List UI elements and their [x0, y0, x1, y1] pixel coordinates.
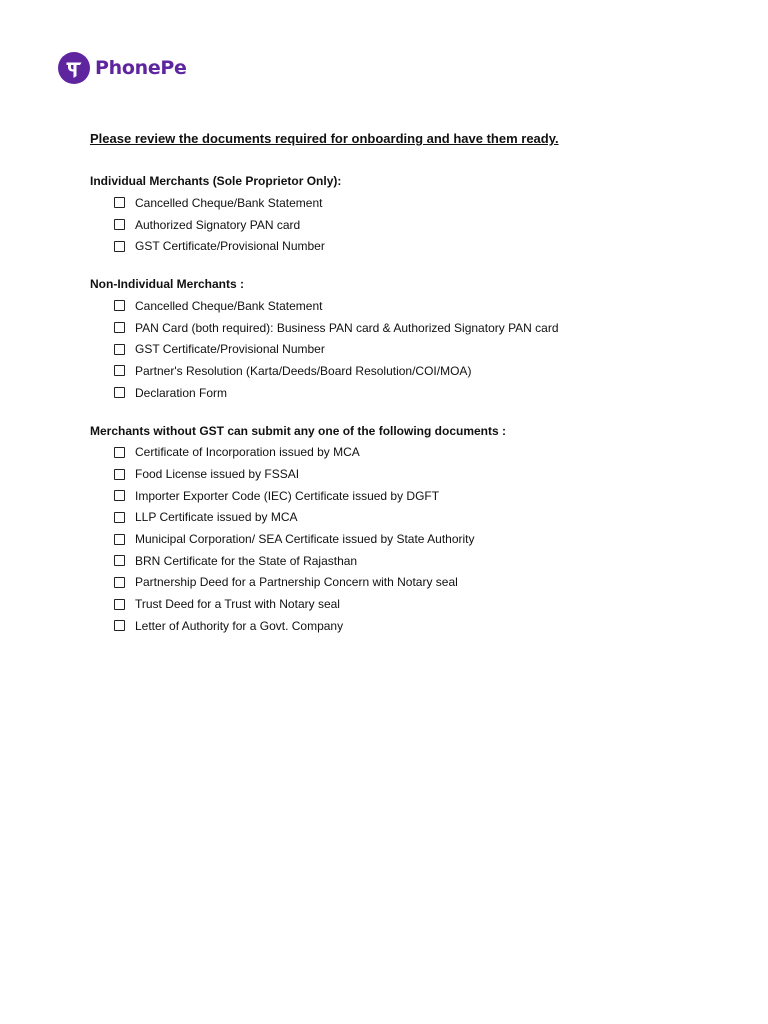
checklist-item-label: PAN Card (both required): Business PAN card & Authorized Signatory PAN card — [135, 320, 559, 335]
checklist-item — [114, 317, 730, 339]
document-section — [90, 172, 730, 257]
checklist-item-label: Municipal Corporation/ SEA Certificate issued by State Authority — [135, 532, 475, 547]
document-section — [90, 422, 730, 637]
section-title: Non-Individual Merchants : — [90, 277, 245, 292]
document-section — [90, 275, 730, 403]
checklist-item — [114, 593, 730, 615]
checklist-item-label: Authorized Signatory PAN card — [135, 217, 301, 232]
document-body — [90, 130, 730, 655]
checkbox[interactable] — [114, 365, 125, 376]
checkbox[interactable] — [114, 447, 125, 458]
checklist-item-label: Declaration Form — [135, 385, 228, 400]
phonepe-logo-icon — [58, 52, 90, 84]
checklist-item — [114, 485, 730, 507]
checkbox[interactable] — [114, 344, 125, 355]
checkbox[interactable] — [114, 322, 125, 333]
checklist-item — [114, 528, 730, 550]
checklist-item — [114, 295, 730, 317]
document-checklist — [90, 192, 730, 257]
checklist-item-label: GST Certificate/Provisional Number — [135, 239, 325, 254]
brand-name: PhonePe — [95, 57, 187, 79]
sections-container — [90, 172, 730, 637]
checkbox[interactable] — [114, 219, 125, 230]
checkbox[interactable] — [114, 241, 125, 252]
checklist-item — [114, 192, 730, 214]
checklist-item — [114, 615, 730, 637]
page-heading: Please review the documents required for onboarding and have them ready. — [90, 131, 559, 146]
checklist-item-label: GST Certificate/Provisional Number — [135, 342, 325, 357]
checkbox[interactable] — [114, 197, 125, 208]
checklist-item-label: Partner's Resolution (Karta/Deeds/Board Resolution/COI/MOA) — [135, 363, 472, 378]
checkbox[interactable] — [114, 469, 125, 480]
checklist-item-label: Certificate of Incorporation issued by MCA — [135, 445, 360, 460]
checklist-item — [114, 235, 730, 257]
checkbox[interactable] — [114, 534, 125, 545]
checklist-item — [114, 442, 730, 464]
document-checklist — [90, 442, 730, 637]
checklist-item — [114, 360, 730, 382]
checklist-item-label: Food License issued by FSSAI — [135, 467, 300, 482]
checklist-item-label: Importer Exporter Code (IEC) Certificate issued by DGFT — [135, 488, 440, 503]
checkbox[interactable] — [114, 577, 125, 588]
checklist-item — [114, 338, 730, 360]
checklist-item-label: BRN Certificate for the State of Rajasthan — [135, 553, 358, 568]
checkbox[interactable] — [114, 620, 125, 631]
checklist-item — [114, 214, 730, 236]
checkbox[interactable] — [114, 555, 125, 566]
checklist-item-label: LLP Certificate issued by MCA — [135, 510, 298, 525]
section-title: Merchants without GST can submit any one of the following documents : — [90, 423, 507, 438]
checklist-item — [114, 382, 730, 404]
document-checklist — [90, 295, 730, 403]
checkbox[interactable] — [114, 599, 125, 610]
checklist-item — [114, 550, 730, 572]
checklist-item-label: Cancelled Cheque/Bank Statement — [135, 298, 323, 313]
checklist-item-label: Trust Deed for a Trust with Notary seal — [135, 597, 340, 612]
phonepe-logo — [58, 52, 187, 84]
checklist-item-label: Letter of Authority for a Govt. Company — [135, 618, 344, 633]
checklist-item — [114, 463, 730, 485]
checklist-item — [114, 507, 730, 529]
checkbox[interactable] — [114, 512, 125, 523]
checklist-item-label: Cancelled Cheque/Bank Statement — [135, 195, 323, 210]
checklist-item — [114, 572, 730, 594]
checklist-item-label: Partnership Deed for a Partnership Concern with Notary seal — [135, 575, 458, 590]
section-title: Individual Merchants (Sole Proprietor Only): — [90, 174, 342, 188]
checkbox[interactable] — [114, 387, 125, 398]
checkbox[interactable] — [114, 300, 125, 311]
checkbox[interactable] — [114, 490, 125, 501]
